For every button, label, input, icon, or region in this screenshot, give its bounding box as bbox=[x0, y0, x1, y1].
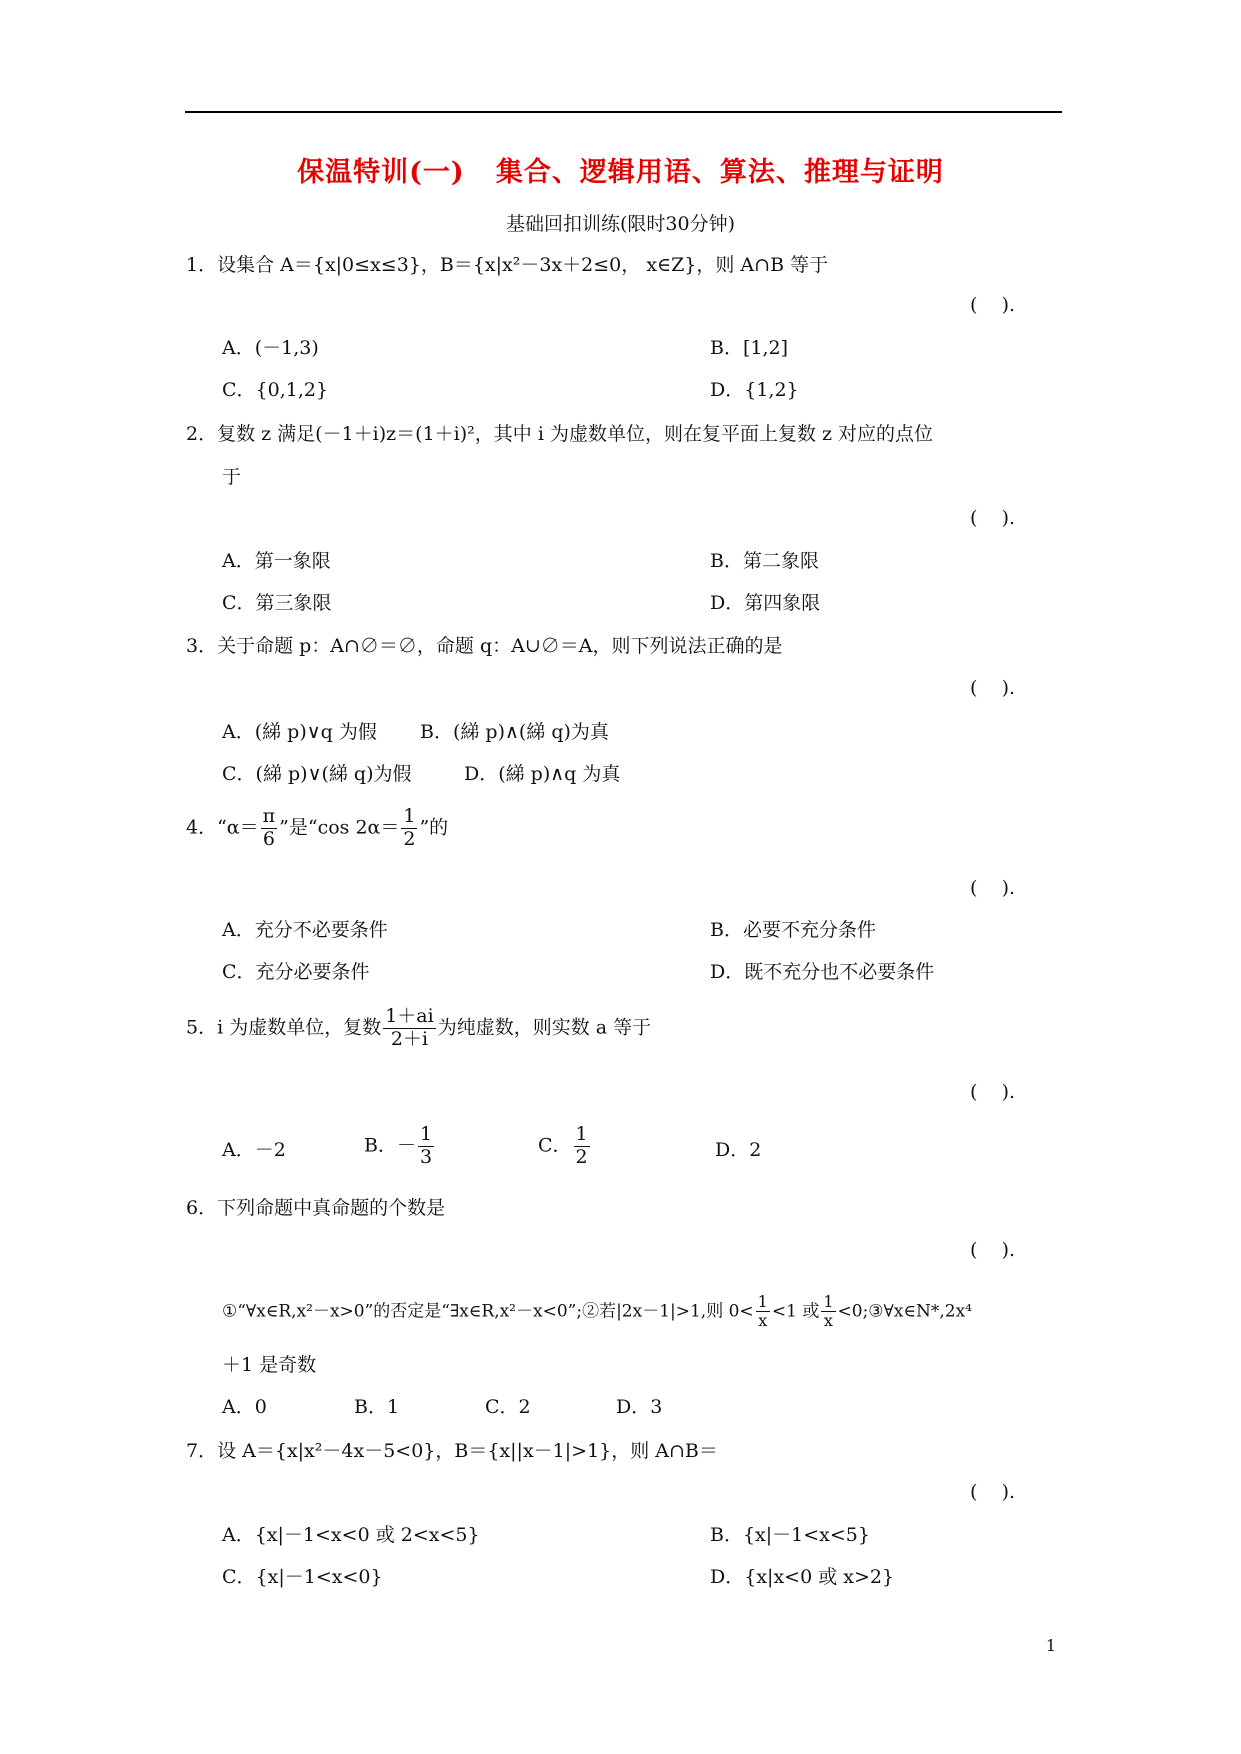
q6-f1-num: 1 bbox=[757, 1292, 768, 1311]
q6-f2-num: 1 bbox=[823, 1292, 834, 1311]
question-5-text bbox=[186, 1006, 651, 1051]
page-number: 1 bbox=[1045, 1636, 1056, 1655]
q4-frac2-den: 2 bbox=[403, 827, 416, 850]
answer-blank: ( ). bbox=[970, 877, 1016, 899]
q3-option-a: A．(綈 p)∨q 为假 bbox=[222, 721, 377, 743]
q2-option-a: A．第一象限 bbox=[222, 550, 331, 572]
q4-option-d: D．既不充分也不必要条件 bbox=[710, 961, 935, 983]
question-7-text: 7．设 A＝{x|x²－4x－5<0}，B＝{x||x－1|>1}，则 A∩B＝ bbox=[186, 1440, 718, 1462]
q2-option-b: B．第二象限 bbox=[710, 550, 819, 572]
q2-option-d: D．第四象限 bbox=[710, 592, 821, 614]
answer-blank: ( ). bbox=[970, 1239, 1016, 1261]
answer-blank: ( ). bbox=[970, 1081, 1016, 1103]
question-2-text: 2．复数 z 满足(－1＋i)z＝(1＋i)²，其中 i 为虚数单位，则在复平面上复数 z 对应的点位 bbox=[186, 423, 934, 445]
answer-blank: ( ). bbox=[970, 507, 1016, 529]
q5-option-b-label: B．－ bbox=[364, 1134, 416, 1157]
q5-option-c bbox=[538, 1124, 592, 1169]
q5-frac-num: 1＋ai bbox=[385, 1005, 434, 1027]
q6-fraction-1 bbox=[756, 1293, 770, 1331]
q7-option-a: A．{x|－1<x<0 或 2<x<5} bbox=[222, 1524, 480, 1546]
q5-option-c-label: C． bbox=[538, 1134, 572, 1157]
q6-option-b: B．1 bbox=[354, 1396, 400, 1418]
q4-mid: ”是“cos 2α＝ bbox=[279, 816, 400, 839]
q4-fraction-pi-6 bbox=[261, 806, 278, 851]
q5-b-num: 1 bbox=[419, 1123, 433, 1145]
q5-option-c-fraction bbox=[574, 1124, 590, 1169]
q4-frac2-num: 1 bbox=[403, 805, 416, 827]
q4-option-b: B．必要不充分条件 bbox=[710, 919, 876, 941]
q6-option-a: A．0 bbox=[222, 1396, 267, 1418]
question-4-text bbox=[186, 806, 448, 851]
q5-frac-den: 2＋i bbox=[390, 1027, 429, 1050]
q1-option-c: C．{0,1,2} bbox=[222, 379, 329, 401]
q3-option-b: B．(綈 p)∧(綈 q)为真 bbox=[420, 721, 609, 743]
question-1-text: 1．设集合 A＝{x|0≤x≤3}，B＝{x|x²－3x＋2≤0， x∈Z}，则 A∩B 等于 bbox=[186, 254, 829, 276]
q7-option-b: B．{x|－1<x<5} bbox=[710, 1524, 870, 1546]
q5-b-den: 3 bbox=[419, 1145, 433, 1168]
q2-option-c: C．第三象限 bbox=[222, 592, 332, 614]
q4-fraction-1-2 bbox=[401, 806, 417, 851]
q5-suffix: 为纯虚数，则实数 a 等于 bbox=[437, 1016, 652, 1039]
q3-option-d: D．(綈 p)∧q 为真 bbox=[464, 763, 621, 785]
q3-option-c: C．(綈 p)∨(綈 q)为假 bbox=[222, 763, 412, 785]
q7-option-c: C．{x|－1<x<0} bbox=[222, 1566, 383, 1588]
q4-option-a: A．充分不必要条件 bbox=[222, 919, 388, 941]
q6-stmt-a: ①“∀x∈R,x²－x>0”的否定是“∃x∈R,x²－x<0”;②若|2x－1|>1,则 0< bbox=[222, 1301, 754, 1322]
answer-blank: ( ). bbox=[970, 677, 1016, 699]
q6-stmt-c: <0;③∀x∈N*,2x⁴ bbox=[837, 1301, 972, 1322]
q1-option-d: D．{1,2} bbox=[710, 379, 799, 401]
q1-option-b: B．[1,2] bbox=[710, 337, 789, 359]
q5-fraction bbox=[383, 1006, 436, 1051]
q5-c-den: 2 bbox=[575, 1145, 588, 1168]
page-subtitle: 基础回扣训练(限时30分钟) bbox=[505, 213, 735, 235]
q4-frac1-num: π bbox=[262, 805, 276, 827]
q6-f1-den: x bbox=[758, 1311, 768, 1331]
question-2-text-cont: 于 bbox=[222, 466, 242, 488]
answer-blank: ( ). bbox=[970, 294, 1016, 316]
q5-option-b bbox=[364, 1124, 436, 1169]
header-rule bbox=[185, 111, 1062, 113]
answer-blank: ( ). bbox=[970, 1481, 1016, 1503]
q4-frac1-den: 6 bbox=[262, 827, 275, 850]
q1-option-a: A．(－1,3) bbox=[222, 337, 319, 359]
q5-prefix: 5．i 为虚数单位，复数 bbox=[186, 1016, 382, 1039]
q5-option-a: A．－2 bbox=[222, 1139, 286, 1161]
q5-c-num: 1 bbox=[575, 1123, 588, 1145]
q6-statement-cont: ＋1 是奇数 bbox=[222, 1354, 317, 1376]
q7-option-d: D．{x|x<0 或 x>2} bbox=[710, 1566, 895, 1588]
q6-f2-den: x bbox=[823, 1311, 833, 1331]
q5-option-b-fraction bbox=[418, 1124, 434, 1169]
q4-option-c: C．充分必要条件 bbox=[222, 961, 370, 983]
q4-suffix: ”的 bbox=[419, 816, 449, 839]
question-6-text: 6．下列命题中真命题的个数是 bbox=[186, 1197, 446, 1219]
q6-stmt-b: <1 或 bbox=[771, 1301, 820, 1322]
q6-statements bbox=[222, 1293, 972, 1331]
question-3-text: 3．关于命题 p：A∩∅＝∅，命题 q：A∪∅＝A，则下列说法正确的是 bbox=[186, 635, 783, 657]
q6-option-c: C．2 bbox=[485, 1396, 531, 1418]
q5-option-d: D．2 bbox=[715, 1139, 762, 1161]
page-title: 保温特训(一) 集合、逻辑用语、算法、推理与证明 bbox=[297, 157, 944, 188]
q4-prefix: 4．“α＝ bbox=[186, 816, 259, 839]
q6-option-d: D．3 bbox=[616, 1396, 663, 1418]
q6-fraction-2 bbox=[821, 1293, 835, 1331]
